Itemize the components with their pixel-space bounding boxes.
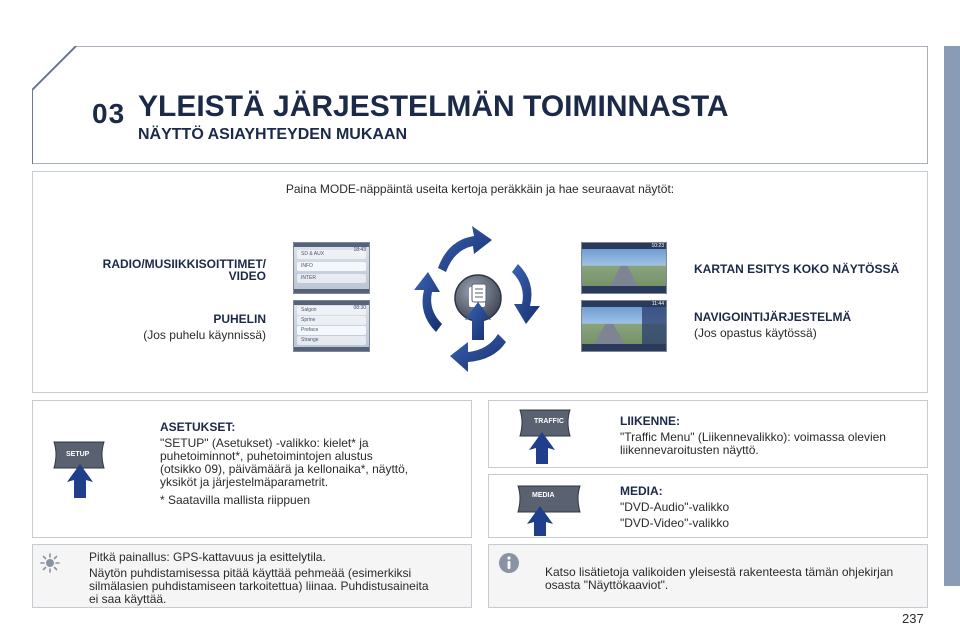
info-text-line: Katso lisätietoja valikoiden yleisestä rakenteesta tämän ohjekirjan bbox=[545, 565, 894, 579]
navigation-label: NAVIGOINTIJÄRJESTELMÄ bbox=[694, 310, 852, 324]
phone-screen-time: 08:30 bbox=[353, 305, 366, 311]
media-text-line2: "DVD-Video"-valikko bbox=[620, 516, 730, 530]
phone-label: PUHELIN bbox=[213, 312, 266, 326]
fullscreen-map-thumbnail bbox=[581, 242, 667, 294]
traffic-text-line: liikennevaroitusten näyttö. bbox=[620, 443, 759, 457]
media-title: MEDIA: bbox=[620, 484, 663, 498]
phone-screen-row: Sprine bbox=[297, 316, 366, 325]
setup-footnote: * Saatavilla mallista riippuen bbox=[160, 493, 311, 507]
radio-screen-time: 18:43 bbox=[353, 247, 366, 253]
phone-note: (Jos puhelu käynnissä) bbox=[143, 328, 266, 342]
setup-button-icon[interactable] bbox=[50, 436, 110, 500]
traffic-text-line: "Traffic Menu" (Liikennevalikko): voimassa olevien bbox=[620, 430, 886, 444]
media-text-line1: "DVD-Audio"-valikko bbox=[620, 500, 730, 514]
info-icon bbox=[498, 552, 520, 574]
curved-arrow-icon bbox=[414, 272, 442, 332]
radio-label-line1: RADIO/MUSIIKKISOITTIMET/ bbox=[102, 257, 266, 271]
radio-screen-row: INFO bbox=[297, 262, 366, 271]
phone-screen-row: Salgon bbox=[297, 306, 366, 315]
navigation-screen-thumbnail bbox=[581, 300, 667, 352]
setup-title: ASETUKSET: bbox=[160, 420, 236, 434]
media-button-label: MEDIA bbox=[532, 492, 555, 499]
chapter-header bbox=[32, 46, 928, 164]
tip-text-line1: Pitkä painallus: GPS-kattavuus ja esittelytila. bbox=[89, 550, 326, 564]
map-screen-time: 10:23 bbox=[651, 243, 664, 249]
setup-text-line: puhetoiminnot*, puhetoimintojen alustus bbox=[160, 449, 373, 463]
info-text-line: osasta "Näyttökaaviot". bbox=[545, 578, 669, 592]
tip-text-line: silmälasien puhdistamiseen tarkoitettua) liinaa. Puhdistusaineita bbox=[89, 579, 429, 593]
chapter-number: 03 bbox=[92, 98, 126, 129]
phone-screen-row: Strange bbox=[297, 336, 366, 345]
setup-text-line: yksiköt ja järjestelmäparametrit. bbox=[160, 475, 329, 489]
chapter-title: YLEISTÄ JÄRJESTELMÄN TOIMINNASTA bbox=[138, 90, 729, 123]
tip-text-line: Näytön puhdistamisessa pitää käyttää pehmeää (esimerkiksi bbox=[89, 566, 412, 580]
traffic-button-icon[interactable] bbox=[516, 406, 576, 466]
mode-cycle-diagram bbox=[410, 224, 550, 374]
nav-screen-time: 11:44 bbox=[651, 301, 664, 307]
setup-button-label: SETUP bbox=[66, 451, 90, 458]
navigation-note: (Jos opastus käytössä) bbox=[694, 326, 817, 340]
traffic-title: LIIKENNE: bbox=[620, 414, 680, 428]
radio-label-line2: VIDEO bbox=[228, 269, 266, 283]
mode-instruction: Paina MODE-näppäintä useita kertoja peräkkäin ja hae seuraavat näytöt: bbox=[285, 182, 675, 196]
setup-text-line: "SETUP" (Asetukset) -valikko: kielet* ja bbox=[160, 436, 369, 450]
curved-arrow-icon bbox=[438, 226, 492, 272]
tip-sun-icon bbox=[40, 553, 60, 573]
traffic-button-label: TRAFFIC bbox=[534, 418, 564, 425]
fullscreen-map-label: KARTAN ESITYS KOKO NÄYTÖSSÄ bbox=[694, 262, 900, 276]
chapter-side-rail bbox=[944, 46, 960, 586]
radio-screen-row: SD & AUX bbox=[297, 250, 366, 259]
curved-arrow-icon bbox=[512, 264, 540, 324]
phone-screen-row: Preface bbox=[297, 326, 366, 335]
media-button-icon[interactable] bbox=[514, 482, 584, 538]
page-number: 237 bbox=[902, 611, 924, 626]
radio-screen-thumbnail bbox=[293, 242, 370, 294]
radio-screen-row: INTER bbox=[297, 274, 366, 283]
tip-text-line: ei saa käyttää. bbox=[89, 592, 167, 606]
setup-text-line: (otsikko 09), päivämäärä ja kellonaika*, näyttö, bbox=[160, 462, 409, 476]
chapter-subtitle: NÄYTTÖ ASIAYHTEYDEN MUKAAN bbox=[138, 126, 408, 143]
phone-screen-thumbnail bbox=[293, 300, 370, 352]
